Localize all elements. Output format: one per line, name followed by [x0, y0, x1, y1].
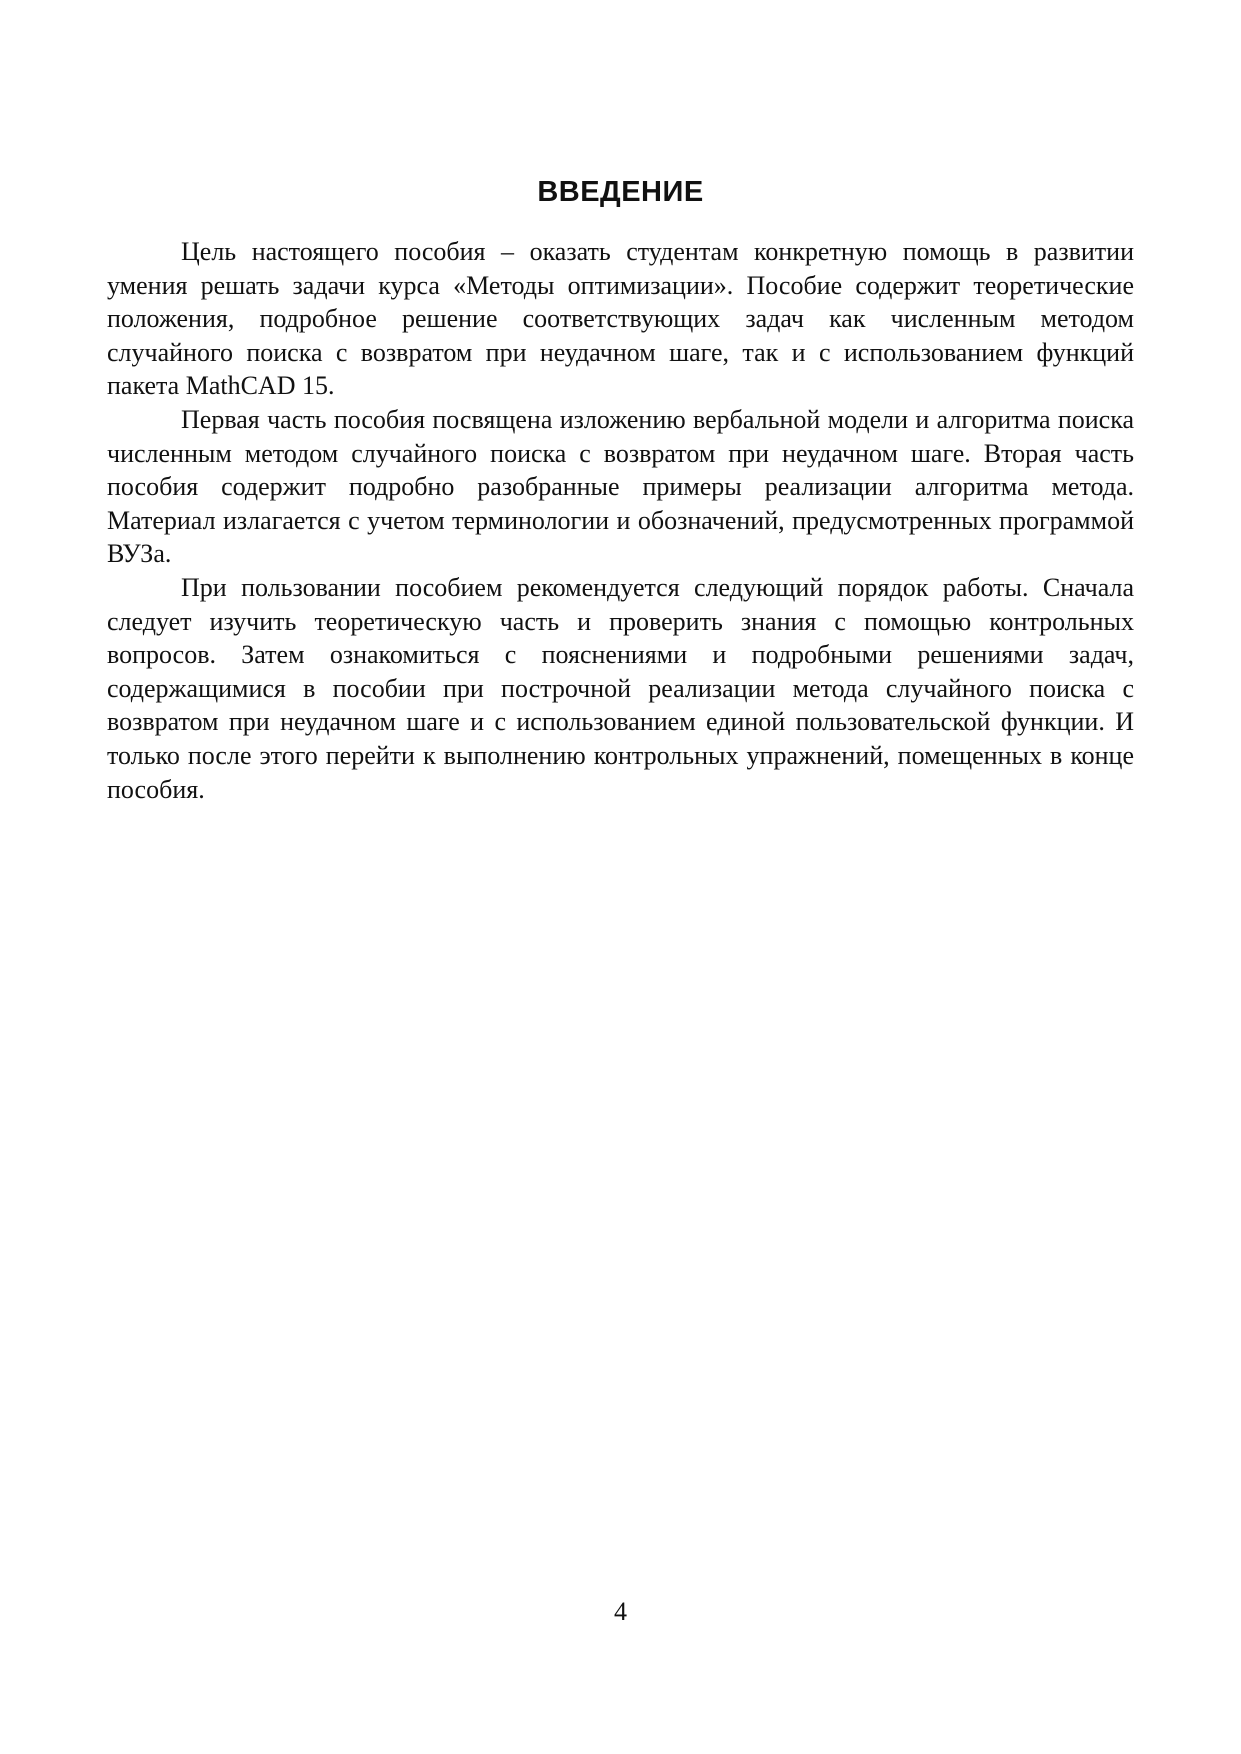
paragraph-1: Цель настоящего пособия – оказать студентам конкретную помощь в развитии умения решать задачи курса «Методы оптимизации». Пособие содержит теоретические положения, подробное решение соответствующих задач как численным методом случайного поиска с возвратом при неудачном шаге, так и с использованием функций пакета MathCAD 15.: [107, 237, 1134, 401]
body-text: [107, 235, 1134, 806]
paragraph-3: При пользовании пособием рекомендуется следующий порядок работы. Сначала следует изучить теоретическую часть и проверить знания с помощью контрольных вопросов. Затем ознакомиться с пояснениями и подробными решениями задач, содержащимися в пособии при построчной реализации метода случайного поиска с возвратом при неудачном шаге и с использованием единой пользовательской функции. И только после этого перейти к выполнению контрольных упражнений, помещенных в конце пособия.: [107, 572, 1134, 804]
page-number: 4: [614, 1597, 627, 1626]
paragraph-2: Первая часть пособия посвящена изложению вербальной модели и алгоритма поиска численным методом случайного поиска с возвратом при неудачном шаге. Вторая часть пособия содержит подробно разобранные примеры реализации алгоритма метода. Материал излагается с учетом терминологии и обозначений, предусмотренных программой ВУЗа.: [107, 404, 1134, 569]
page-title: ВВЕДЕНИЕ: [537, 176, 704, 208]
